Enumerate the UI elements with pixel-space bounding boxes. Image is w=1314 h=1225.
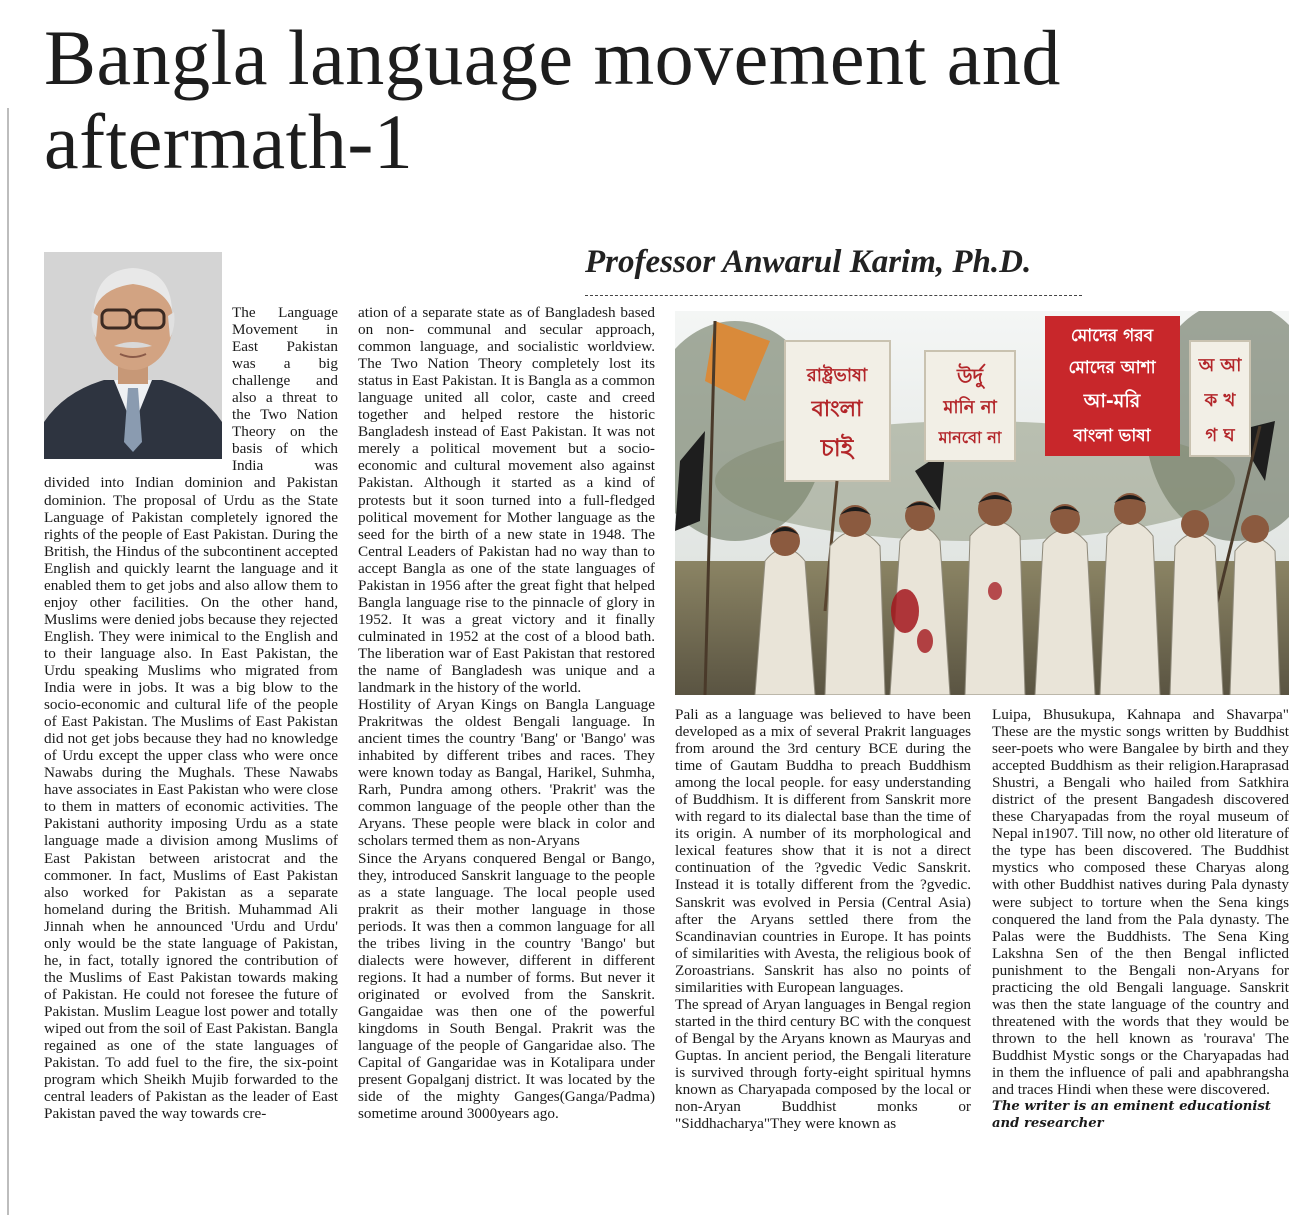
placard-1-line-3: চাই xyxy=(820,434,854,462)
column-1 xyxy=(44,304,338,1122)
placard-3-line-1: মোদের গরব xyxy=(1070,326,1154,346)
writer-note: The writer is an eminent educationist and researcher xyxy=(992,1099,1271,1132)
placard-4-line-1: অ আ xyxy=(1198,355,1242,376)
column-4 xyxy=(992,706,1289,1132)
headline: Bangla language movement and aftermath-1 xyxy=(44,14,1061,185)
placard-2-line-2: মানি না xyxy=(943,397,997,418)
placard-1-line-1: রাষ্ট্রভাষা xyxy=(806,365,868,386)
placard-2-line-1: উর্দু xyxy=(956,364,984,388)
column-1-text: The Language Movement in East Pakistan was a big challenge and also a threat to the Two Nation Theory on the basis of which India was divided into Indian dominion and Pakistan dominion. The proposal of Urdu as the State Language of Pakistan completely ignored the rights of the people of East Pakistan. During the British, the Hindus of the subcontinent accepted English and quickly learnt the language and it enabled them to get jobs and also allow them to enjoy other facilities. On the other hand, Muslims were denied jobs because they rejected English. They were inimical to the English and to their language also. In East Pakistan, the Urdu speaking Muslims who migrated from India were in jobs. It was a big blow to the socio-economic and cultural life of the people of East Pakistan. The Muslims of East Pakistan did not get jobs because they had no knowledge of Urdu except the upper class who were once Nawabs during the Mughals. These Nawabs have associates in East Pakistan who were close to them in matters of economic activities. The Pakistani authority imposing Urdu as a state language made a division among Muslims of East Pakistan between aristocrat and the commoner. In fact, Muslims of East Pakistan also worked for Pakistan as a separate homeland during the British. Muhammad Ali Jinnah when he announced 'Urdu and Urdu' only would be the state language of Pakistan, he, in fact, totally ignored the contribution of the Muslims of East Pakistan towards making of Pakistan. He could not foresee the future of Pakistan. Muslim League lost power and totally wiped out from the soil of East Pakistan. Bangla regained as one of the state languages of Pakistan. To add fuel to the fire, the six-point program which Sheikh Mujib forwarded to the central leaders of Pakistan as the leader of East Pakistan paved the way towards cre- xyxy=(44,304,338,1123)
column-3 xyxy=(675,706,971,1132)
byline-divider xyxy=(585,295,1082,296)
placard-4-line-3: গ ঘ xyxy=(1205,425,1235,446)
placard-4-line-2: ক খ xyxy=(1204,390,1236,411)
left-margin-rule xyxy=(7,108,9,1215)
placard-1-line-2: বাংলা xyxy=(811,397,863,422)
placard-2-line-3: মানবো না xyxy=(938,428,1002,447)
column-2-paragraph-1: ation of a separate state as of Bangladesh based on non- communal and secular approach, common language, and socialistic worldview. The Two Nation Theory completely lost its status in East Pakistan. It is Bangla as a common language united all color, caste and creed together and helped restore the historic Bangladesh instead of East Pakistan. It was not merely a political movement but a socio-economic and cultural movement also against Pakistan. Although it started as a kind of protests but it soon turned into a full-fledged political movement for Mother language as the seed for the birth of a new state in 1948. The Central Leaders of Pakistan had no way than to accept Bangla as one of the state languages of Pakistan in 1956 after the great fight that helped Bangla language rise to the pinnacle of glory in 1952. It was a great victory and it finally culminated in 1952 at the cost of a blood bath. The liberation war of East Pakistan that restored the name of Bangladesh was unique and a landmark in the history of the world. xyxy=(358,304,655,697)
column-2 xyxy=(358,304,655,1122)
placard-3-line-2: মোদের আশা xyxy=(1068,358,1156,378)
movement-photo xyxy=(675,311,1289,695)
column-3-paragraph-1: Pali as a language was believed to have been developed as a mix of several Prakrit languages from around the 3rd century BCE during the time of Gautam Buddha to preach Buddhism among the local people. for easy understanding of Buddhism. It is different from Sanskrit more with regard to its dialectal base than the time of its origin. A number of its morphological and lexical features show that it is not a direct continuation of the ?gvedic Vedic Sanskrit. Instead it is totally different from the ?gvedic. Sanskrit was evolved in Persia (Central Asia) after the Aryans settled there from the Scandinavian countries in Europe. It has points of similarities with Avesta, the religious book of Zoroastrians. Sanskrit has also no points of similarities with European languages. xyxy=(675,706,971,996)
column-4-text: Luipa, Bhusukupa, Kahnapa and Shavarpa" These are the mystic songs written by Buddhist seer-poets who were Bangalee by birth and they accepted Buddhism as their religion.Haraprasad Shustri, a Bengali who hailed from Satkhira district of the present Bangadesh discovered these Charyapadas from the royal museum of Nepal in1907. Till now, no other old literature of the type has been discovered. The Buddhist mystics who composed these Charyas along with other Buddhist natives during Pala dynasty were subject to torture when the Sena kings conquered the land from the Pala dynasty. The Palas were the Buddhists. The Sena King Lakshna Sen of the then Bengal inflicted punishment to the Bengali non-Aryans for practicing the old Bengali language. Sanskrit was then the state language of the country and threatened with the words that they would be thrown to the hell known as 'rourava' The Buddhist Mystic songs or the Charyapadas had in them the influence of pali and apabhrangsha and traces Hindi when these were discovered. xyxy=(992,706,1289,1099)
placard-3-line-3: আ-মরি xyxy=(1083,390,1141,412)
byline: Professor Anwarul Karim, Ph.D. xyxy=(585,244,1032,280)
column-3-paragraph-2: The spread of Aryan languages in Bengal region started in the third century BC with the conquest of Bengal by the Aryans known as Mauryas and Guptas. In ancient period, the Bengali literature is survived through forty-eight spiritual hymns known as Charyapada composed by the local or non-Aryan Buddhist monks or "Siddhacharya"They were known as xyxy=(675,995,971,1133)
column-2-paragraph-3: Since the Aryans conquered Bengal or Bango, they, introduced Sanskrit language to the people as a state language. The local people used prakrit as their mother language in those periods. It was then a common language for all the tribes living in the country 'Bango' but dialects were however, different in different regions. It had a number of forms. But never it originated or evolved from the Sanskrit. Gangaidae was then one of the powerful kingdoms in South Bengal. Prakrit was the language of the people of Gangaridae also. The Capital of Gangaridae was in Kotalipara under present Gopalganj district. It was located by the side of the mighty Ganges(Ganga/Padma) sometime around 3000years ago. xyxy=(358,849,655,1123)
portrait-wrap-space xyxy=(44,304,232,461)
column-2-paragraph-2: Hostility of Aryan Kings on Bangla Language Prakritwas the oldest Bengali language. In ancient times the country 'Bang' or 'Bango' was inhabited by different tribes and races. They were known today as Bangal, Harikel, Suhmha, Rarh, Pundra among others. 'Prakrit' was the common language of the people other than the Aryans. These people were black in color and scholars termed them as non-Aryans xyxy=(358,696,655,850)
placard-3-line-4: বাংলা ভাষা xyxy=(1073,426,1151,446)
